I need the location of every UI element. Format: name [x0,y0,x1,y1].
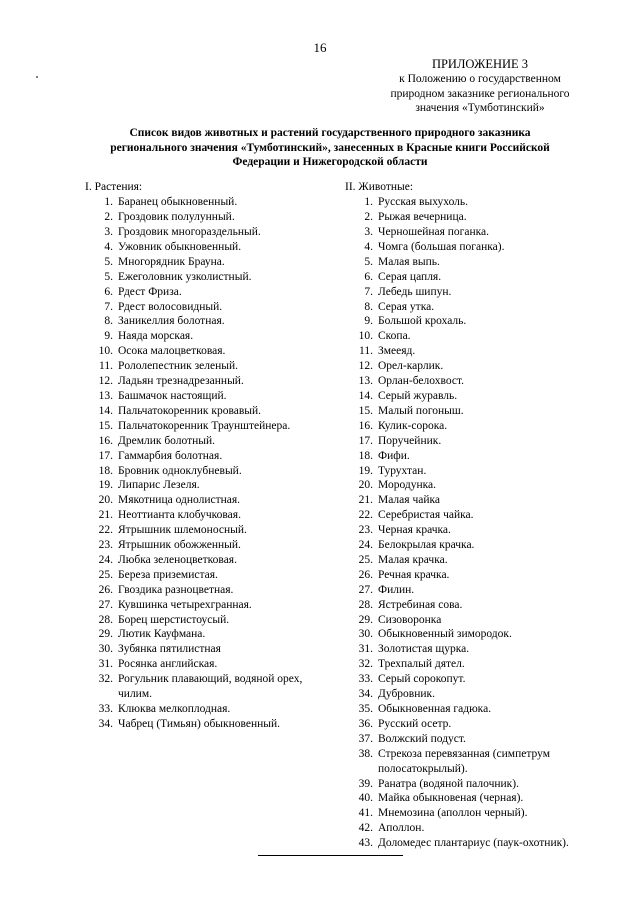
list-item [85,464,345,479]
plants-column [85,180,345,732]
list-item [345,434,607,449]
list-item [345,314,607,329]
list-item [345,732,607,747]
item-text: Береза приземистая. [118,568,218,581]
list-item [345,344,607,359]
item-text: Серая утка. [378,300,435,313]
list-item [345,493,607,508]
list-item [85,642,345,657]
list-item [85,478,345,493]
item-number: 37. [358,732,373,745]
item-number: 24. [358,539,373,552]
item-number [85,687,113,702]
footer-rule [258,855,403,856]
document-title [80,126,580,170]
item-text: Осока малоцветковая. [118,345,226,358]
list-item [345,568,607,583]
item-number: 6. [364,270,373,283]
item-text: Лебедь шипун. [378,285,452,298]
item-number: 9. [104,330,113,343]
appendix-block [372,56,588,116]
item-text: Стрекоза перевязанная (симпетрум [378,747,550,760]
list-item [85,389,345,404]
item-text: Дубровник. [378,688,435,701]
list-item [345,225,607,240]
item-number: 16. [98,434,113,447]
list-item [345,657,607,672]
list-item [345,523,607,538]
item-text: Белокрылая крачка. [378,539,475,552]
list-item [85,598,345,613]
item-number: 12. [358,360,373,373]
list-item [345,300,607,315]
item-text: Волжский подуст. [378,732,466,745]
list-item [345,687,607,702]
item-text: Аполлон. [378,822,425,835]
item-text: Гаммарбия болотная. [118,449,223,462]
item-number: 19. [358,464,373,477]
list-item [345,791,607,806]
item-number: 2. [104,211,113,224]
list-item [345,717,607,732]
item-number: 30. [358,628,373,641]
item-number: 33. [358,673,373,686]
item-text: Большой крохаль. [378,315,467,328]
list-item [85,434,345,449]
item-text: Русская выхухоль. [378,196,469,209]
item-number: 18. [358,449,373,462]
item-number: 15. [358,404,373,417]
list-item [85,314,345,329]
list-item [85,404,345,419]
item-number: 40. [358,792,373,805]
item-text: Мякотница однолистная. [118,494,241,507]
item-text: Любка зеленоцветковая. [118,553,237,566]
item-text: Ястребиная сова. [378,598,463,611]
item-number: 4. [364,240,373,253]
list-item [345,255,607,270]
animals-heading: II. Животные: [345,181,414,193]
list-item [85,419,345,434]
item-text: Поручейник. [378,434,442,447]
item-number: 24. [98,553,113,566]
list-item [345,598,607,613]
list-item [85,613,345,628]
item-number: 12. [98,375,113,388]
item-number: 28. [358,598,373,611]
item-number: 2. [364,211,373,224]
item-number: 38. [358,747,373,760]
item-number: 11. [99,360,113,373]
item-number: 18. [98,464,113,477]
item-number: 26. [98,583,113,596]
item-number: 27. [358,583,373,596]
item-number: 15. [98,419,113,432]
item-number: 1. [104,196,113,209]
item-text: Ужовник обыкновенный. [118,240,242,253]
item-number: 36. [358,717,373,730]
item-text: Майка обыкновеная (черная). [378,792,524,805]
item-number: 41. [358,807,373,820]
item-text: Pололепестник зеленый. [118,360,239,373]
item-number: 13. [98,389,113,402]
list-item [85,583,345,598]
item-text: Гвоздика разноцветная. [118,583,234,596]
item-number: 5. [104,255,113,268]
item-text: Чомга (большая поганка). [378,240,505,253]
list-item [85,657,345,672]
item-text: Гроздовик полулунный. [118,211,235,224]
item-text: Борец шерстистоусый. [118,613,230,626]
item-number: 1. [364,196,373,209]
appendix-line: природном заказнике регионального [390,87,570,100]
item-number: 25. [358,553,373,566]
item-number: 34. [98,717,113,730]
item-number: 21. [98,509,113,522]
item-text: Орел-карлик. [378,360,444,373]
item-text: Серебристая чайка. [378,509,474,522]
item-text: Орлан-белохвост. [378,375,465,388]
item-number: 9. [364,315,373,328]
list-item [345,806,607,821]
list-item [345,538,607,553]
item-number: 8. [364,300,373,313]
list-item [345,404,607,419]
item-text: Рдест Фриза. [118,285,182,298]
list-item [345,613,607,628]
item-number: 30. [98,643,113,656]
list-item [85,553,345,568]
item-number: 31. [98,658,113,671]
item-text: Заникеллия болотная. [118,315,225,328]
plants-list [85,195,345,732]
item-number: 35. [358,703,373,715]
list-item [85,508,345,523]
item-text: Гроздовик многораздельный. [118,226,261,238]
item-number: 21. [358,494,373,507]
item-text: полосатокрылый). [378,762,468,775]
item-text: Сизоворонка [378,613,442,626]
item-text: Ятрышник шлемоносный. [118,524,247,537]
list-item [345,449,607,464]
item-text: Трехпалый дятел. [378,658,465,671]
list-item [345,195,607,210]
item-text: Росянка английская. [118,658,218,671]
list-item [345,553,607,568]
list-item [85,255,345,270]
item-number: 25. [98,568,113,581]
item-text: Башмачок настоящий. [118,389,227,402]
item-number: 8. [104,315,113,328]
item-text: Неоттианта клобучковая. [118,509,241,522]
item-text: Мородунка. [378,479,437,492]
animals-column [345,180,607,851]
item-text: Мнемозина (аполлон черный). [378,807,528,820]
item-number: 22. [358,509,373,522]
list-item [345,702,607,717]
item-text: Рогульник плавающий, водяной орех, [118,673,303,686]
item-number: 7. [364,285,373,298]
list-item [345,464,607,479]
item-number: 4. [104,240,113,253]
item-number: 42. [358,822,373,835]
item-number: 13. [358,375,373,388]
item-number [345,762,373,777]
list-item [345,642,607,657]
list-item [85,627,345,642]
list-item [345,374,607,389]
list-item [85,374,345,389]
list-item [345,777,607,792]
animals-list [345,195,607,851]
list-item [345,672,607,687]
item-number: 20. [98,494,113,507]
title-line: регионального значения «Тумботинский», занесенных в Красные книги Российской [110,141,550,154]
item-number: 29. [358,613,373,626]
item-text: Обыкновенный зимородок. [378,628,512,641]
item-number: 10. [98,345,113,358]
item-text: Малая выпь. [378,255,440,268]
list-item [85,568,345,583]
list-item [85,687,345,702]
item-text: Серый сорокопут. [378,673,466,686]
item-number: 6. [104,285,113,298]
list-item [345,240,607,255]
list-item [85,344,345,359]
list-item [345,285,607,300]
list-item [345,836,607,851]
item-number: 7. [104,300,113,313]
item-number: 14. [358,389,373,402]
item-number: 31. [358,643,373,656]
item-text: Малая чайка [378,494,440,507]
item-number: 19. [98,479,113,492]
item-text: Русский осетр. [378,717,452,730]
list-item [85,523,345,538]
item-text: Змееяд. [378,345,416,358]
list-item [345,627,607,642]
item-text: Фифи. [378,449,410,462]
list-item [85,493,345,508]
item-number: 28. [98,613,113,626]
item-number: 39. [358,777,373,790]
title-line: Список видов животных и растений государственного природного заказника [129,127,531,139]
list-item [345,329,607,344]
item-text: Малая крачка. [378,553,448,566]
item-number: 27. [98,598,113,611]
item-number: 3. [364,226,373,238]
item-text: Серая цапля. [378,270,442,283]
list-item [345,821,607,836]
list-item [85,300,345,315]
item-number: 11. [359,345,373,358]
list-item [345,478,607,493]
item-text: Доломедес плантариус (паук-охотник). [378,837,569,850]
item-text: Лютик Кауфмана. [118,628,206,641]
item-number: 17. [98,449,113,462]
item-number: 33. [98,703,113,715]
item-number: 5. [364,255,373,268]
item-text: Пальчатокоренник Траунштейнера. [118,419,291,432]
item-number: 32. [98,673,113,686]
list-item [85,538,345,553]
item-text: Дремлик болотный. [118,434,216,447]
item-text: Клюква мелкоплодная. [118,703,231,715]
item-text: Пальчатокоренник кровавый. [118,404,262,417]
item-text: Зубянка пятилистная [118,643,221,656]
item-text: Скопа. [378,330,411,343]
list-item [345,419,607,434]
item-text: Бровник одноклубневый. [118,464,242,477]
item-number: 14. [98,404,113,417]
list-item [345,210,607,225]
item-number: 23. [98,539,113,552]
page-number: 16 [313,40,327,55]
item-number: 5. [104,270,113,283]
item-number: 26. [358,568,373,581]
list-item [85,672,345,687]
item-text: Серый журавль. [378,389,458,402]
item-number: 3. [104,226,113,238]
item-text: Золотистая щурка. [378,643,470,656]
item-number: 17. [358,434,373,447]
list-item [345,747,607,762]
list-item [345,270,607,285]
item-number: 32. [358,658,373,671]
appendix-heading: ПРИЛОЖЕНИЕ 3 [431,57,529,71]
plants-heading: I. Растения: [85,181,143,193]
list-item [85,329,345,344]
item-number: 10. [358,330,373,343]
item-number: 23. [358,524,373,537]
list-item [345,389,607,404]
list-item [85,195,345,210]
list-item [345,359,607,374]
item-number: 34. [358,688,373,701]
item-number: 43. [358,837,373,850]
item-text: Рыжая вечерница. [378,211,467,224]
item-number: 16. [358,419,373,432]
list-item [85,210,345,225]
item-text: Ежеголовник узколистный. [118,270,252,283]
item-text: Рдест волосовидный. [118,300,223,313]
item-text: Ладьян трезнадрезанный. [118,375,244,388]
item-text: Малый погоныш. [378,404,464,417]
list-item [85,225,345,240]
item-text: Речная крачка. [378,568,450,581]
list-item [345,583,607,598]
title-line: Федерации и Нижегородской области [232,156,428,168]
item-text: Многорядник Брауна. [118,255,225,268]
list-item [85,717,345,732]
appendix-line: к Положению о государственном [399,73,561,85]
item-text: Кувшинка четырехгранная. [118,598,252,611]
item-text: Чабрец (Тимьян) обыкновенный. [118,717,281,730]
list-item [345,762,607,777]
item-text: Ранатра (водяной палочник). [378,777,519,790]
list-item [85,270,345,285]
item-text: Наяда морская. [118,330,194,343]
appendix-line: значения «Тумботинский» [415,102,545,114]
list-item [85,449,345,464]
item-number: 29. [98,628,113,641]
item-number: 22. [98,524,113,537]
item-text: Кулик-сорока. [378,419,448,432]
item-text: Черная крачка. [378,524,451,537]
list-item [85,240,345,255]
list-item [85,702,345,717]
item-text: Ятрышник обожженный. [118,539,241,552]
item-text: Липарис Лезеля. [118,479,200,492]
item-text: Баранец обыкновенный. [118,196,238,209]
item-text: Филин. [378,583,415,596]
list-item [85,359,345,374]
item-text: Турухтан. [378,464,427,477]
item-number: 20. [358,479,373,492]
item-text: Обыкновенная гадюка. [378,703,492,715]
item-text: Черношейная поганка. [378,226,490,238]
scan-speck [36,76,38,78]
list-item [345,508,607,523]
item-text: чилим. [118,688,152,701]
list-item [85,285,345,300]
